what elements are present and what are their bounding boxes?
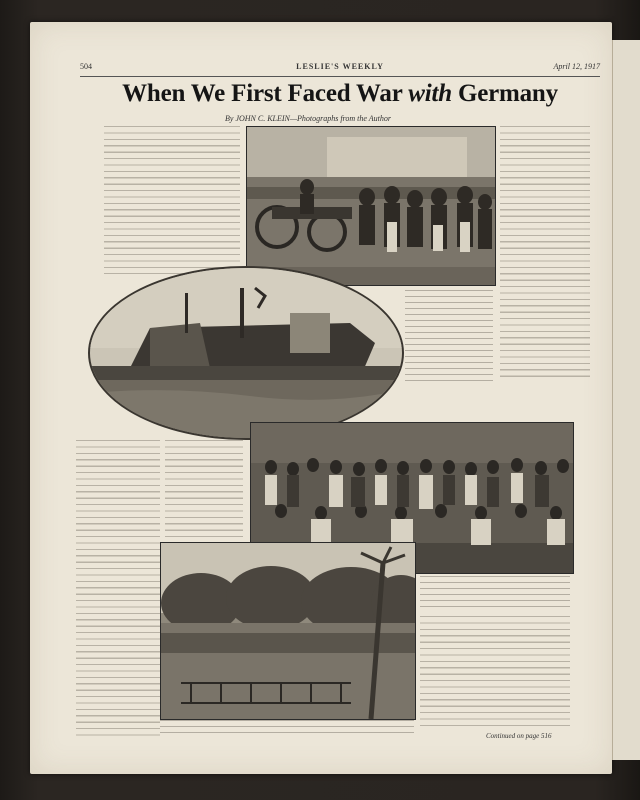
photo-wrecked-ship-oval: [88, 266, 404, 440]
continued-note: Continued on page 516: [486, 732, 552, 740]
wrecked-ship-image: [90, 268, 402, 438]
article-title: [80, 80, 600, 108]
middle-left-text-column: [76, 440, 160, 740]
inset-text-column: [165, 440, 243, 540]
title-part-1: When We First Faced War: [122, 80, 409, 107]
photo-palm-landscape: [160, 542, 416, 720]
header-rule: [80, 76, 600, 77]
caption-cannon-photo: [405, 290, 493, 382]
caption-palm-photo: [160, 720, 414, 738]
issue-date: April 12, 1917: [553, 62, 600, 71]
caption-group-photo: [420, 576, 570, 612]
title-italic: with: [408, 80, 452, 107]
intro-text-column: [104, 126, 240, 274]
palm-landscape-image: [161, 543, 415, 719]
publication-name: LESLIE'S WEEKLY: [296, 62, 384, 71]
article-byline: By JOHN C. KLEIN—Photographs from the Author: [225, 114, 392, 123]
adjacent-page-edge: [612, 40, 640, 760]
page-number: 504: [80, 62, 92, 71]
page-header: [80, 62, 600, 74]
photo-cannon-soldiers: [246, 126, 496, 286]
title-part-2: Germany: [451, 80, 558, 107]
right-text-column-top: [500, 126, 590, 380]
cannon-soldiers-image: [247, 127, 495, 285]
lower-right-text-column: [420, 616, 570, 726]
